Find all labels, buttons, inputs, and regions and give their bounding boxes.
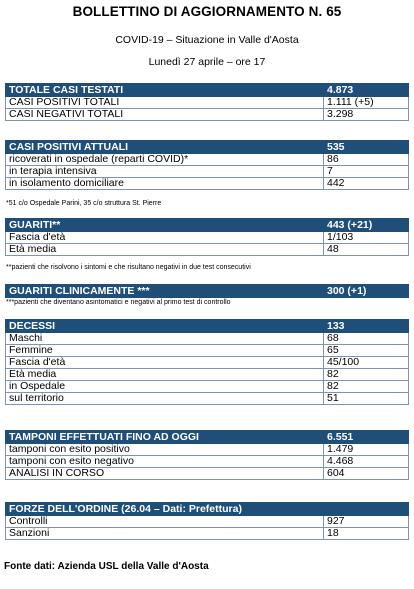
bulletin-date: Lunedì 27 aprile – ore 17 xyxy=(148,56,266,68)
row-label: in isolamento domiciliare xyxy=(6,178,324,190)
row-label: sul territorio xyxy=(6,393,324,405)
footnote-clinicamente: ***pazienti che diventano asintomatici e negativi al primo test di controllo xyxy=(6,299,231,306)
row-value: 3.298 xyxy=(324,109,409,121)
table-forze-ordine xyxy=(5,502,409,540)
table-row xyxy=(6,357,409,369)
table-row xyxy=(6,178,409,190)
table-row xyxy=(6,109,409,121)
row-value: 65 xyxy=(324,345,409,357)
header-label: TOTALE CASI TESTATI xyxy=(6,84,324,97)
table-header-row xyxy=(6,431,409,444)
row-value: 45/100 xyxy=(324,357,409,369)
table-row xyxy=(6,516,409,528)
header-label: GUARITI CLINICAMENTE *** xyxy=(6,285,324,298)
table-header-row xyxy=(6,84,409,97)
table-casi-attuali xyxy=(5,140,409,190)
row-value: 86 xyxy=(324,154,409,166)
footnote-guariti: **pazienti che risolvono i sintomi e che risultano negativi in due test consecutivi xyxy=(6,264,251,271)
row-value: 51 xyxy=(324,393,409,405)
header-value xyxy=(324,503,409,516)
row-label: in Ospedale xyxy=(6,381,324,393)
row-value: 7 xyxy=(324,166,409,178)
table-guariti xyxy=(5,218,409,256)
row-value: 927 xyxy=(324,516,409,528)
table-row xyxy=(6,333,409,345)
table-decessi xyxy=(5,319,409,405)
row-label: Fascia d'età xyxy=(6,357,324,369)
row-label: tamponi con esito negativo xyxy=(6,456,324,468)
table-row xyxy=(6,97,409,109)
row-label: Femmine xyxy=(6,345,324,357)
row-label: ANALISI IN CORSO xyxy=(6,468,324,480)
table-tamponi xyxy=(5,430,409,480)
row-value: 18 xyxy=(324,528,409,540)
table-row xyxy=(6,393,409,405)
row-label: CASI POSITIVI TOTALI xyxy=(6,97,324,109)
row-label: Età media xyxy=(6,369,324,381)
row-value: 1.111 (+5) xyxy=(324,97,409,109)
row-value: 604 xyxy=(324,468,409,480)
bulletin-title: BOLLETTINO DI AGGIORNAMENTO N. 65 xyxy=(72,4,342,19)
header-value: 133 xyxy=(324,320,409,333)
row-label: Sanzioni xyxy=(6,528,324,540)
row-label: ricoverati in ospedale (reparti COVID)* xyxy=(6,154,324,166)
table-header-row xyxy=(6,219,409,232)
table-row xyxy=(6,166,409,178)
table-row xyxy=(6,381,409,393)
row-label: Controlli xyxy=(6,516,324,528)
row-label: Età media xyxy=(6,244,324,256)
table-header-row xyxy=(6,320,409,333)
table-header-row xyxy=(6,503,409,516)
table-row xyxy=(6,345,409,357)
row-value: 1/103 xyxy=(324,232,409,244)
row-value: 68 xyxy=(324,333,409,345)
table-totale-casi xyxy=(5,83,409,121)
table-guariti-clinicamente xyxy=(5,284,409,298)
bulletin-subtitle: COVID-19 – Situazione in Valle d'Aosta xyxy=(115,34,299,46)
table-row xyxy=(6,232,409,244)
table-row xyxy=(6,154,409,166)
row-label: Maschi xyxy=(6,333,324,345)
header-label: CASI POSITIVI ATTUALI xyxy=(6,141,324,154)
row-value: 1.479 xyxy=(324,444,409,456)
table-row xyxy=(6,444,409,456)
row-value: 4.468 xyxy=(324,456,409,468)
row-value: 82 xyxy=(324,369,409,381)
header-label: GUARITI** xyxy=(6,219,324,232)
table-row xyxy=(6,369,409,381)
header-label: TAMPONI EFFETTUATI FINO AD OGGI xyxy=(6,431,324,444)
row-label: Fascia d'età xyxy=(6,232,324,244)
row-value: 48 xyxy=(324,244,409,256)
table-header-row xyxy=(6,141,409,154)
row-value: 442 xyxy=(324,178,409,190)
footnote-ricoverati: *51 c/o Ospedale Parini, 35 c/o struttura St. Pierre xyxy=(6,200,162,207)
header-label: DECESSI xyxy=(6,320,324,333)
header-value: 443 (+21) xyxy=(324,219,409,232)
header-value: 535 xyxy=(324,141,409,154)
row-label: CASI NEGATIVI TOTALI xyxy=(6,109,324,121)
table-row xyxy=(6,468,409,480)
header-value: 300 (+1) xyxy=(324,285,409,298)
row-label: tamponi con esito positivo xyxy=(6,444,324,456)
row-value: 82 xyxy=(324,381,409,393)
table-header-row xyxy=(6,285,409,298)
data-source: Fonte dati: Azienda USL della Valle d'Aosta xyxy=(4,561,209,572)
table-row xyxy=(6,244,409,256)
header-value: 6.551 xyxy=(324,431,409,444)
table-row xyxy=(6,456,409,468)
row-label: in terapia intensiva xyxy=(6,166,324,178)
table-row xyxy=(6,528,409,540)
header-value: 4.873 xyxy=(324,84,409,97)
header-label: FORZE DELL'ORDINE (26.04 – Dati: Prefettura) xyxy=(6,503,324,516)
